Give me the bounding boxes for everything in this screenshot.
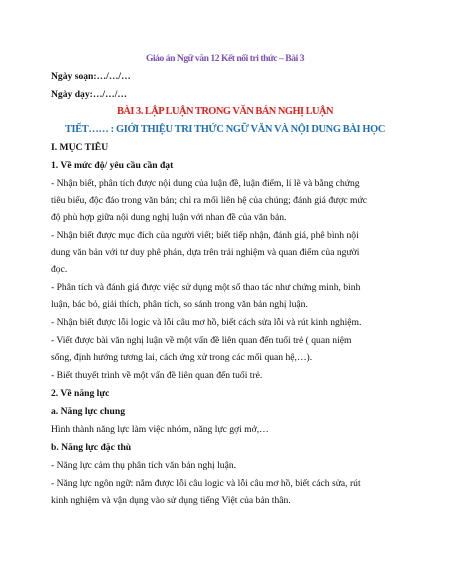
- lesson-title: BÀI 3. LẬP LUẬN TRONG VĂN BẢN NGHỊ LUẬN: [116, 106, 334, 117]
- subsection-heading: b. Năng lực đặc thù: [51, 442, 132, 453]
- subsection-heading: 2. Về năng lực: [51, 388, 110, 399]
- date-prepared: Ngày soạn:…/…/…: [51, 71, 131, 82]
- subsection-heading: a. Năng lực chung: [51, 406, 125, 417]
- date-taught: Ngày dạy:…/…/…: [51, 89, 127, 100]
- paragraph-line: - Nhận biết được lỗi logic và lỗi câu mơ hồ, biết cách sửa lỗi và rút kinh nghiệm.: [51, 317, 362, 328]
- subsection-heading: 1. Về mức độ/ yêu cầu cần đạt: [51, 160, 174, 171]
- paragraph-line: - Nhận biết, phân tích được nội dung của luận đề, luận điểm, lí lẽ và bằng chứng: [51, 178, 360, 189]
- paragraph-line: - Biết thuyết trình về một vấn đề liên quan đến tuổi trẻ.: [51, 370, 263, 381]
- paragraph-line: sống, định hướng tương lai, cách ứng xử trong các mối quan hệ,…).: [51, 352, 313, 363]
- paragraph-line: - Phân tích và đánh giá được việc sử dụng một số thao tác như chứng minh, bình: [51, 282, 361, 293]
- paragraph-line: - Nhận biết được mục đích của người viết; biết tiếp nhận, đánh giá, phê bình nội: [51, 230, 359, 241]
- lesson-subtitle: TIẾT…… : GIỚI THIỆU TRI THỨC NGỮ VĂN VÀ NỘI DUNG BÀI HỌC: [64, 124, 386, 135]
- section-heading: I. MỤC TIÊU: [51, 142, 109, 153]
- paragraph-line: - Năng lực ngôn ngữ: nắm được lỗi câu logic và lỗi câu mơ hồ, biết cách sửa, rút: [51, 478, 361, 489]
- document-header: Giáo án Ngữ văn 12 Kết nối tri thức – Bài 3: [145, 53, 305, 64]
- paragraph-line: độ phù hợp giữa nội dung nghị luận với nhan đề của văn bản.: [51, 212, 287, 223]
- paragraph-line: Hình thành năng lực làm việc nhóm, năng lực gợi mở,…: [51, 424, 269, 435]
- paragraph-line: dung văn bản với tư duy phê phán, dựa trên trải nghiệm và quan điểm của người: [51, 247, 360, 258]
- paragraph-line: - Năng lực cảm thụ phân tích văn bản nghị luận.: [51, 460, 237, 471]
- paragraph-line: tiêu biểu, độc đáo trong văn bản; chỉ ra mối liên hệ của chúng; đánh giá được mức: [51, 195, 367, 206]
- paragraph-line: đọc.: [51, 264, 68, 275]
- paragraph-line: - Viết được bài văn nghị luận về một vấn đề liên quan đến tuổi trẻ ( quan niệm: [51, 335, 352, 346]
- paragraph-line: luận, bác bỏ, giải thích, phân tích, so sánh trong văn bản nghị luận.: [51, 299, 308, 310]
- paragraph-line: kinh nghiệm và vận dụng vào sử dụng tiếng Việt của bản thân.: [51, 495, 291, 506]
